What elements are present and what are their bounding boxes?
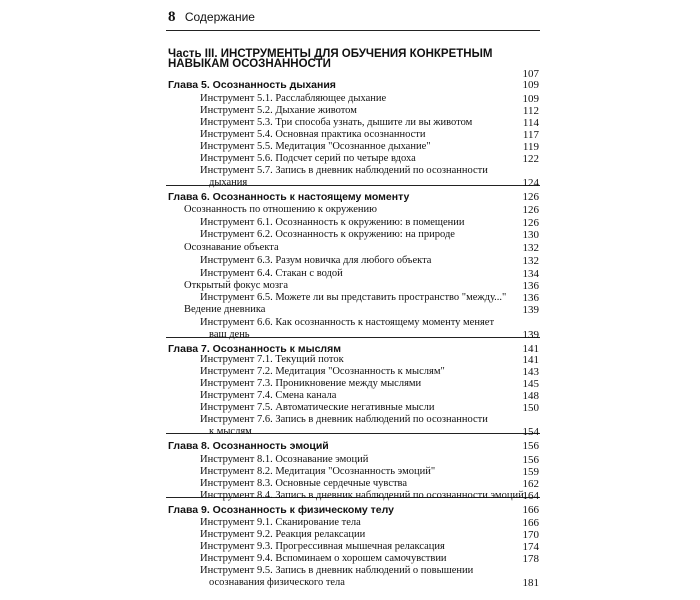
toc-entry xyxy=(0,203,700,217)
tool-title: Инструмент 9.4. Вспоминаем о хорошем самочувствии xyxy=(200,553,447,564)
toc-entry xyxy=(0,503,700,517)
chapter-title: Глава 7. Осознанность к мыслям xyxy=(168,343,341,355)
tool-title: Инструмент 6.4. Стакан с водой xyxy=(200,268,343,279)
tool-title: к мыслям xyxy=(209,426,252,437)
tool-title: Инструмент 7.1. Текущий поток xyxy=(200,354,344,365)
page-number: 141 xyxy=(522,343,539,355)
tool-title: Инструмент 7.5. Автоматические негативные мысли xyxy=(200,402,435,413)
page-number: 114 xyxy=(522,117,539,129)
page-number: 130 xyxy=(522,229,539,241)
tool-title: Инструмент 9.5. Запись в дневник наблюдений о повышении xyxy=(200,565,474,576)
page-number: 136 xyxy=(522,292,539,304)
tool-title: Инструмент 7.3. Проникновение между мыслями xyxy=(200,378,422,389)
page-number: 139 xyxy=(522,329,539,341)
toc-entry xyxy=(0,190,700,204)
section-title: Осознанность по отношению к окружению xyxy=(184,204,378,215)
tool-title: Инструмент 8.2. Медитация "Осознанность эмоций" xyxy=(200,466,436,477)
tool-title: Инструмент 5.6. Подсчет серий по четыре вдоха xyxy=(200,153,416,164)
page-number: 117 xyxy=(522,129,539,141)
tool-title: Инструмент 7.4. Смена канала xyxy=(200,390,337,401)
toc-entry xyxy=(0,489,700,503)
chapter-title: Глава 8. Осознанность эмоций xyxy=(168,440,329,452)
toc-entry xyxy=(0,241,700,255)
tool-title: Инструмент 5.4. Основная практика осознанности xyxy=(200,129,426,140)
page-number: 126 xyxy=(522,217,539,229)
part-title: НАВЫКАМ ОСОЗНАННОСТИ xyxy=(168,58,331,70)
page-number: 109 xyxy=(522,93,539,105)
page-number: 126 xyxy=(522,204,539,216)
section-title: Осознавание объекта xyxy=(184,242,279,253)
page-number: 122 xyxy=(522,153,539,165)
page-number: 126 xyxy=(522,191,539,203)
tool-title: Инструмент 9.1. Сканирование тела xyxy=(200,517,361,528)
page-number: 181 xyxy=(522,577,539,589)
page-number: 170 xyxy=(522,529,539,541)
page-number: 156 xyxy=(522,454,539,466)
page-number: 159 xyxy=(522,466,539,478)
page-number: 141 xyxy=(522,354,539,366)
header-page-number: 8 xyxy=(168,9,176,25)
page-number: 156 xyxy=(522,440,539,452)
tool-title: Инструмент 5.3. Три способа узнать, дышите ли вы животом xyxy=(200,117,473,128)
tool-title: Инструмент 5.7. Запись в дневник наблюдений по осознанности xyxy=(200,165,488,176)
toc-entry xyxy=(0,176,700,190)
page-number: 154 xyxy=(522,426,539,438)
tool-title: Инструмент 6.1. Осознанность к окружению: в помещении xyxy=(200,217,465,228)
toc-entry xyxy=(0,328,700,342)
page-number: 119 xyxy=(522,141,539,153)
toc-entry xyxy=(0,439,700,453)
tool-title: дыхания xyxy=(209,177,248,188)
toc-entry xyxy=(0,78,700,92)
section-title: Ведение дневника xyxy=(184,304,266,315)
page-number: 132 xyxy=(522,242,539,254)
page-number: 139 xyxy=(522,304,539,316)
toc-entry xyxy=(0,303,700,317)
page-number: 166 xyxy=(522,517,539,529)
running-header xyxy=(168,9,255,26)
tool-title: Инструмент 8.3. Основные сердечные чувства xyxy=(200,478,408,489)
page-number: 112 xyxy=(522,105,539,117)
tool-title: Инструмент 6.6. Как осознанность к настоящему моменту меняет xyxy=(200,317,495,328)
tool-title: Инструмент 6.5. Можете ли вы представить пространство "между..." xyxy=(200,292,507,303)
tool-title: Инструмент 5.2. Дыхание животом xyxy=(200,105,357,116)
page-number: 136 xyxy=(522,280,539,292)
chapter-title: Глава 5. Осознанность дыхания xyxy=(168,79,336,91)
tool-title: Инструмент 9.3. Прогрессивная мышечная релаксация xyxy=(200,541,445,552)
tool-title: Инструмент 8.1. Осознавание эмоций xyxy=(200,454,369,465)
tool-title: осознавания физического тела xyxy=(209,577,345,588)
tool-title: Инструмент 5.5. Медитация "Осознанное дыхание" xyxy=(200,141,431,152)
chapter-title: Глава 9. Осознанность к физическому телу xyxy=(168,504,394,516)
tool-title: Инструмент 6.3. Разум новичка для любого объекта xyxy=(200,255,432,266)
tool-title: Инструмент 8.4. Запись в дневник наблюдений по осознанности эмоций xyxy=(200,490,524,501)
tool-title: Инструмент 5.1. Расслабляющее дыхание xyxy=(200,93,387,104)
toc-entry xyxy=(0,228,700,242)
tool-title: Инструмент 7.2. Медитация "Осознанность к мыслям" xyxy=(200,366,445,377)
page-number: 109 xyxy=(522,79,539,91)
page-number: 174 xyxy=(522,541,539,553)
toc-entry xyxy=(0,425,700,439)
chapter-title: Глава 6. Осознанность к настоящему моменту xyxy=(168,191,410,203)
page-number: 148 xyxy=(522,390,539,402)
page-number: 150 xyxy=(522,402,539,414)
page-number: 107 xyxy=(522,68,539,80)
tool-title: Инструмент 9.2. Реакция релаксации xyxy=(200,529,366,540)
tool-title: Инструмент 7.6. Запись в дневник наблюдений по осознанности xyxy=(200,414,488,425)
page-number: 164 xyxy=(522,490,539,502)
tool-title: ваш день xyxy=(209,329,250,340)
section-title: Открытый фокус мозга xyxy=(184,280,289,291)
tool-title: Инструмент 6.2. Осознанность к окружению: на природе xyxy=(200,229,455,240)
page-number: 124 xyxy=(522,177,539,189)
page-number: 132 xyxy=(522,255,539,267)
header-title: Содержание xyxy=(184,10,255,24)
page-number: 145 xyxy=(522,378,539,390)
toc-entry xyxy=(0,576,700,590)
page-number: 134 xyxy=(522,268,539,280)
page-number: 162 xyxy=(522,478,539,490)
toc-entry xyxy=(0,254,700,268)
page-number: 143 xyxy=(522,366,539,378)
page-number: 178 xyxy=(522,553,539,565)
part-title: Часть III. ИНСТРУМЕНТЫ ДЛЯ ОБУЧЕНИЯ КОНКРЕТНЫМ xyxy=(168,48,493,60)
header-rule xyxy=(166,30,540,31)
page-number: 166 xyxy=(522,504,539,516)
